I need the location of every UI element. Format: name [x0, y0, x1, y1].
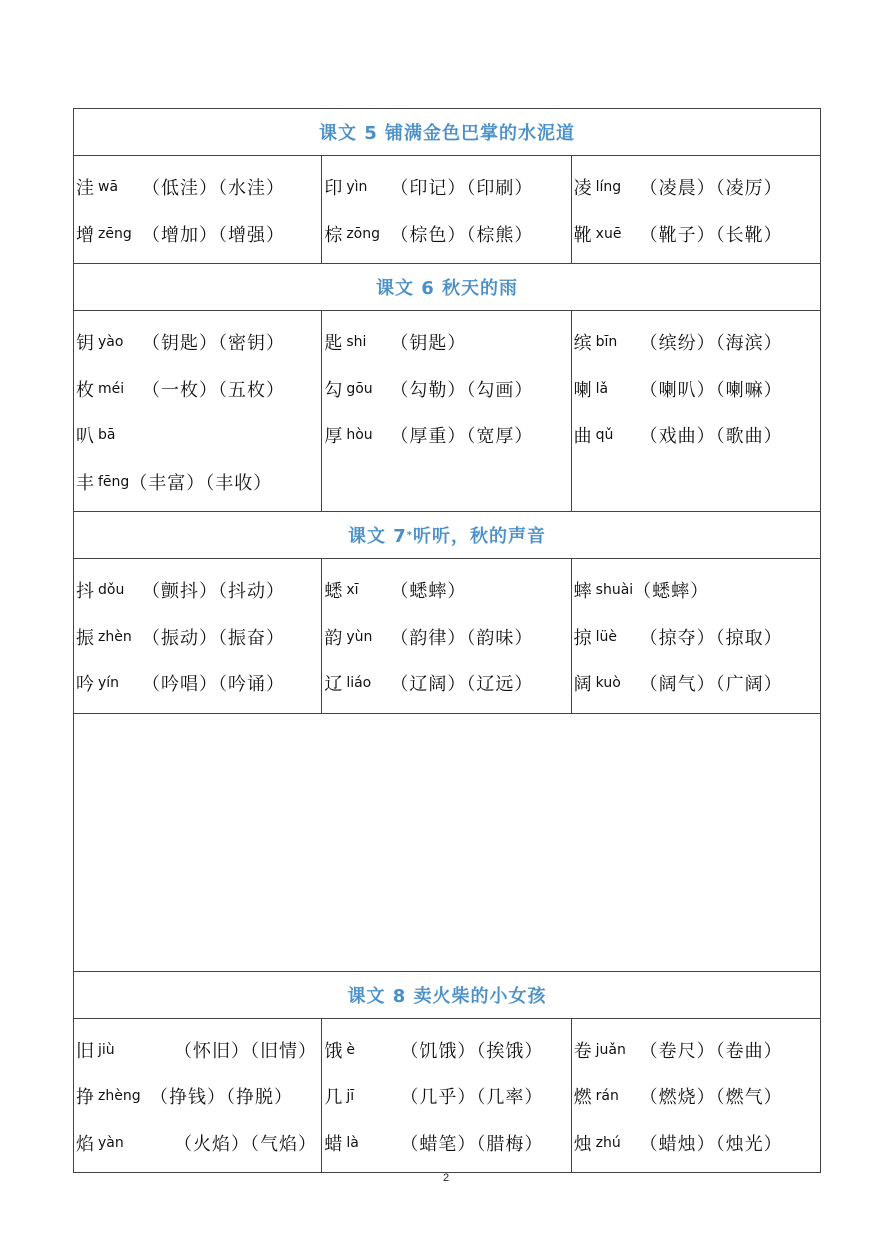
char-entry — [324, 567, 570, 614]
character: 几 — [324, 1087, 343, 1109]
word-examples: （卷尺）（卷曲） — [639, 1040, 783, 1062]
char-entry — [324, 366, 570, 413]
character: 卷 — [573, 1040, 592, 1062]
word-examples: （颤抖）（抖动） — [142, 581, 285, 603]
pinyin: yín — [98, 675, 120, 692]
word-examples: （阔气）（广阔） — [639, 674, 783, 696]
pinyin: fēng — [98, 473, 130, 490]
section-title-lesson-8 — [74, 972, 820, 1019]
char-entry — [76, 459, 321, 506]
pinyin: xuē — [595, 225, 622, 242]
char-entry — [324, 211, 570, 258]
pinyin: shi — [346, 334, 367, 351]
character: 蟀 — [573, 581, 592, 603]
section-body-lesson-7 — [74, 559, 820, 714]
pinyin: lüè — [595, 628, 618, 645]
character: 棕 — [324, 224, 343, 246]
character: 焰 — [76, 1133, 94, 1155]
word-examples: （一枚）（五枚） — [142, 379, 285, 401]
pinyin: zēng — [98, 225, 132, 242]
pinyin: juǎn — [595, 1041, 626, 1058]
word-examples: （丰富）（丰收） — [129, 472, 273, 494]
pinyin: wā — [98, 179, 119, 196]
section-body-lesson-5 — [74, 156, 820, 264]
character: 蜡 — [324, 1133, 343, 1155]
character: 燃 — [573, 1087, 592, 1109]
column — [571, 156, 820, 263]
word-examples: （辽阔）（辽远） — [390, 674, 534, 696]
word-examples: （饥饿）（挨饿） — [400, 1040, 544, 1062]
char-entry — [324, 319, 570, 366]
char-entry — [324, 412, 570, 459]
pinyin: yàn — [98, 1134, 124, 1151]
blank-area — [74, 714, 820, 972]
column — [571, 311, 820, 511]
word-examples: （火焰）（气焰） — [174, 1133, 317, 1155]
char-entry — [76, 614, 321, 661]
column — [321, 1019, 570, 1173]
pinyin: rán — [595, 1088, 619, 1105]
character: 匙 — [324, 333, 343, 355]
char-entry — [324, 164, 570, 211]
pinyin: yìn — [346, 179, 368, 196]
word-examples: （钥匙） — [390, 333, 467, 355]
column — [74, 1019, 321, 1173]
character: 枚 — [76, 379, 94, 401]
character: 曲 — [573, 426, 592, 448]
char-entry — [324, 660, 570, 707]
pinyin: shuài — [595, 582, 634, 599]
pinyin: zhú — [595, 1134, 621, 1151]
word-examples: （喇叭）（喇嘛） — [639, 379, 783, 401]
section-title-lesson-6 — [74, 264, 820, 311]
character: 钥 — [76, 333, 94, 355]
char-entry — [76, 211, 321, 258]
word-examples: （增加）（增强） — [142, 224, 285, 246]
word-examples: （蜡烛）（烛光） — [639, 1133, 783, 1155]
column — [74, 156, 321, 263]
word-examples: （蜡笔）（腊梅） — [400, 1133, 544, 1155]
word-examples: （戏曲）（歌曲） — [639, 426, 783, 448]
section-title-text: 课文 6 秋天的雨 — [375, 278, 519, 299]
section-title-text: 课文 8 卖火柴的小女孩 — [347, 985, 547, 1007]
character: 缤 — [573, 333, 592, 355]
character: 烛 — [573, 1133, 592, 1155]
word-examples: （蟋蟀） — [390, 581, 467, 603]
char-entry — [76, 567, 321, 614]
char-entry — [324, 1027, 570, 1074]
word-examples: （钥匙）（密钥） — [142, 333, 285, 355]
pinyin: yào — [98, 334, 124, 351]
pinyin: lǎ — [595, 380, 609, 397]
column — [321, 559, 570, 713]
char-entry — [574, 567, 820, 614]
character: 洼 — [76, 178, 94, 200]
char-entry — [76, 412, 321, 459]
character: 旧 — [76, 1040, 94, 1062]
word-examples: （掠夺）（掠取） — [639, 627, 783, 649]
pinyin: méi — [98, 380, 125, 397]
section-body-lesson-6 — [74, 311, 820, 512]
pinyin: kuò — [595, 675, 621, 692]
char-entry — [574, 660, 820, 707]
pinyin: gōu — [346, 380, 373, 397]
char-entry — [324, 1120, 570, 1167]
character: 韵 — [324, 627, 343, 649]
character: 印 — [324, 178, 343, 200]
char-entry — [324, 1073, 570, 1120]
character: 辽 — [324, 674, 343, 696]
character: 阔 — [573, 674, 592, 696]
column — [74, 559, 321, 713]
word-examples: （韵律）（韵味） — [390, 627, 534, 649]
char-entry — [574, 1120, 820, 1167]
character: 蟋 — [324, 581, 343, 603]
char-entry — [574, 366, 820, 413]
word-examples: （怀旧）（旧情） — [174, 1040, 317, 1062]
column — [321, 156, 570, 263]
word-examples: （凌晨）（凌厉） — [639, 178, 783, 200]
char-entry — [76, 660, 321, 707]
pinyin: qǔ — [595, 427, 614, 444]
char-entry — [574, 1073, 820, 1120]
character: 勾 — [324, 379, 343, 401]
character: 饿 — [324, 1040, 343, 1062]
column — [571, 1019, 820, 1173]
word-examples: （挣钱）（挣脱） — [150, 1087, 293, 1109]
pinyin: bīn — [595, 334, 618, 351]
character: 凌 — [573, 178, 592, 200]
char-entry — [76, 1073, 321, 1120]
column — [74, 311, 321, 511]
word-examples: （厚重）（宽厚） — [390, 426, 534, 448]
pinyin: liáo — [346, 675, 372, 692]
vocabulary-table — [73, 108, 821, 1173]
character: 靴 — [573, 224, 592, 246]
character: 振 — [76, 627, 94, 649]
pinyin: è — [346, 1041, 355, 1058]
word-examples: （低洼）（水洼） — [142, 178, 285, 200]
character: 掠 — [573, 627, 592, 649]
section-title-lesson-5 — [74, 109, 820, 156]
character: 增 — [76, 224, 94, 246]
word-examples: （蟋蟀） — [633, 581, 710, 603]
pinyin: líng — [595, 179, 622, 196]
char-entry — [324, 614, 570, 661]
character: 叭 — [76, 426, 94, 448]
char-entry — [574, 412, 820, 459]
pinyin: zhèn — [98, 628, 132, 645]
char-entry — [574, 614, 820, 661]
char-entry — [76, 1027, 321, 1074]
word-examples: （几乎）（几率） — [400, 1087, 544, 1109]
page-number: 2 — [442, 1172, 450, 1184]
pinyin: zōng — [346, 225, 381, 242]
section-title-lesson-7 — [74, 512, 820, 559]
character: 喇 — [573, 379, 592, 401]
word-examples: （缤纷）（海滨） — [639, 333, 783, 355]
character: 丰 — [76, 472, 94, 494]
section-title-rest: 听听，秋的声音 — [413, 526, 547, 547]
column — [321, 311, 570, 511]
pinyin: là — [346, 1134, 359, 1151]
section-title-text: 课文 5 铺满金色巴掌的水泥道 — [318, 123, 576, 144]
pinyin: jiù — [98, 1041, 115, 1058]
character: 吟 — [76, 674, 94, 696]
word-examples: （燃烧）（燃气） — [639, 1087, 783, 1109]
section-title-text: 课文 7 — [347, 526, 407, 547]
char-entry — [574, 1027, 820, 1074]
word-examples: （棕色）（棕熊） — [390, 224, 534, 246]
char-entry — [76, 319, 321, 366]
word-examples: （印记）（印刷） — [390, 178, 534, 200]
word-examples: （勾勒）（勾画） — [390, 379, 534, 401]
char-entry — [574, 211, 820, 258]
character: 抖 — [76, 581, 94, 603]
char-entry — [574, 319, 820, 366]
char-entry — [76, 164, 321, 211]
pinyin: yùn — [346, 628, 373, 645]
word-examples: （靴子）（长靴） — [639, 224, 783, 246]
pinyin: xī — [346, 582, 359, 599]
word-examples: （吟唱）（吟诵） — [142, 674, 285, 696]
char-entry — [574, 164, 820, 211]
char-entry — [76, 1120, 321, 1167]
pinyin: dǒu — [98, 582, 125, 599]
optional-lesson-mark: * — [406, 529, 414, 541]
character: 挣 — [76, 1087, 94, 1109]
column — [571, 559, 820, 713]
character: 厚 — [324, 426, 343, 448]
pinyin: jī — [346, 1088, 355, 1105]
word-examples: （振动）（振奋） — [142, 627, 285, 649]
pinyin: hòu — [346, 427, 373, 444]
pinyin: bā — [98, 427, 116, 444]
section-body-lesson-8 — [74, 1019, 820, 1173]
char-entry — [76, 366, 321, 413]
pinyin: zhèng — [98, 1088, 141, 1105]
